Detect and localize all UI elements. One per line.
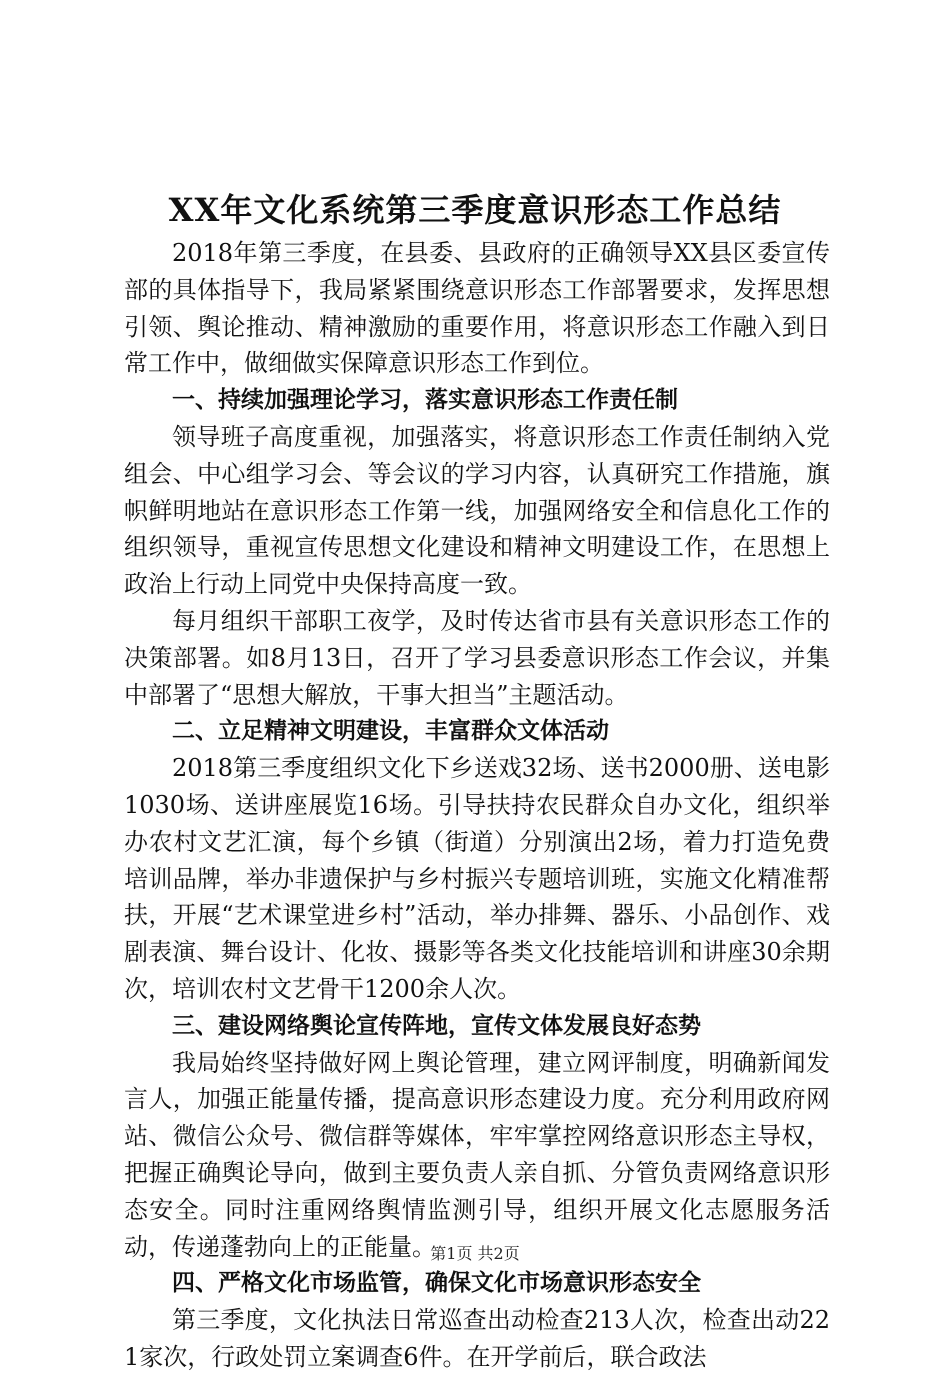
section-heading-4: 四、严格文化市场监管，确保文化市场意识形态安全 [172,1270,701,1297]
paragraph-intro: 2018年第三季度，在县委、县政府的正确领导XX县区委宣传部的具体指导下，我局紧紧围绕意识形态工作部署要求，发挥思想引领、舆论推动、精神激励的重要作用，将意识形态工作融入到日常工作中，做细做实保障意识形态工作到位。 [124,239,830,378]
document-title: XX年文化系统第三季度意识形态工作总结 [168,191,782,229]
paragraph-section-2: 2018第三季度组织文化下乡送戏32场、送书2000册、送电影1030场、送讲座展览16场。引导扶持农民群众自办文化，组织举办农村文艺汇演，每个乡镇（街道）分别演出2场，着力打造免费培训品牌，举办非遗保护与乡村振兴专题培训班，实施文化精准帮扶，开展“艺术课堂进乡村”活动，举办排舞、器乐、小品创作、戏剧表演、舞台设计、化妆、摄影等各类文化技能培训和讲座30余期次，培训农村文艺骨干1200余人次。 [124,754,830,1003]
section-heading-3: 三、建设网络舆论宣传阵地，宣传文体发展良好态势 [172,1012,701,1039]
section-heading-2: 二、立足精神文明建设，丰富群众文体活动 [172,718,609,745]
section-heading-1: 一、持续加强理论学习，落实意识形态工作责任制 [172,387,678,414]
paragraph-section-3: 我局始终坚持做好网上舆论管理，建立网评制度，明确新闻发言人，加强正能量传播，提高意识形态建设力度。充分利用政府网站、微信公众号、微信群等媒体，牢牢掌控网络意识形态主导权，把握正确舆论导向，做到主要负责人亲自抓、分管负责网络意识形态安全。同时注重网络舆情监测引导，组织开展文化志愿服务活动，传递蓬勃向上的正能量。 [124,1048,830,1261]
page-number-footer: 第1页 共2页 [430,1244,520,1263]
document-body [124,235,830,1376]
paragraph-section-4: 第三季度，文化执法日常巡查出动检查213人次，检查出动221家次，行政处罚立案调查6件。在开学前后，联合政法 [124,1306,830,1371]
paragraph-section-1b: 每月组织干部职工夜学，及时传达省市县有关意识形态工作的决策部署。如8月13日，召开了学习县委意识形态工作会议，并集中部署了“思想大解放，干事大担当”主题活动。 [124,606,830,709]
paragraph-section-1a: 领导班子高度重视，加强落实，将意识形态工作责任制纳入党组会、中心组学习会、等会议的学习内容，认真研究工作措施，旗帜鲜明地站在意识形态工作第一线，加强网络安全和信息化工作的组织领导，重视宣传思想文化建设和精神文明建设工作，在思想上政治上行动上同党中央保持高度一致。 [124,422,830,599]
